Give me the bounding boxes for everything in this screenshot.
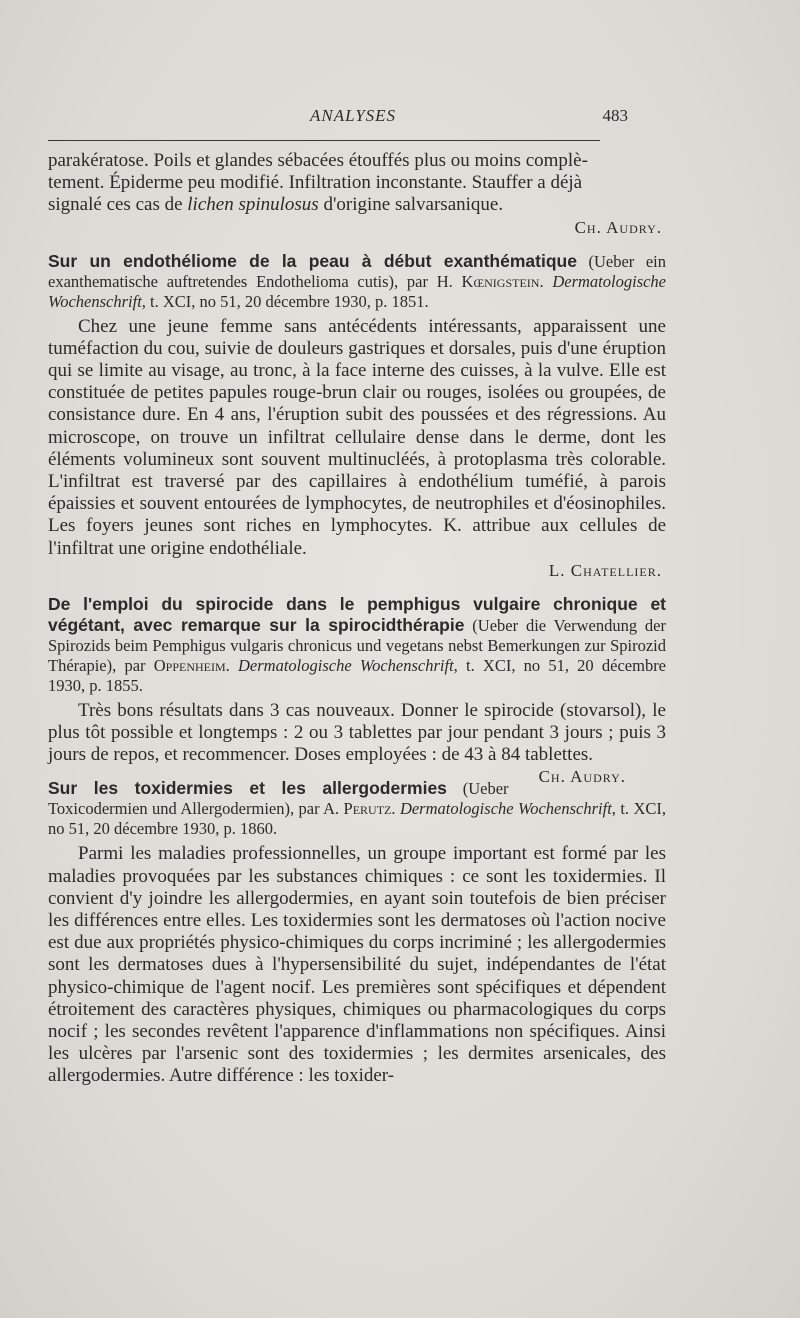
text-span: .: [391, 799, 400, 819]
text-span: , t. XCI, no 51, 20 décembre 1930, p. 1851.: [141, 291, 429, 311]
journal-name: Dermatologische Wochenschrift: [399, 799, 612, 819]
continuation-line: tement. Épiderme peu modifié. Infiltration inconstante. Stauffer a déjà: [48, 172, 583, 194]
text-span: .: [225, 655, 238, 675]
header-rule: [48, 140, 600, 141]
article-body: Parmi les maladies professionnelles, un groupe important est formé par les maladies provoquées par les substances chimiques : ce sont les toxidermies. Il convient d'y joindre les allergodermies, en ayant soin toutefois de bien préciser les différences entre elles. Les toxidermies sont les dermatoses où l'action nocive est due aux propriétés physico-chimiques du corps incriminé ; les allergodermies sont les dermatoses dues à l'hypersensibilité du sujet, indépendantes de l'état physico-chimique de l'agent nocif. Les premières sont spécifiques et dépendent étroitement des caractères physiques, chimiques ou pharmacologiques du corps nocif ; les secondes revêtent l'apparence d'inflammations non spécifiques. Ainsi les ulcères par l'arsenic sont des toxidermies ; les dermites arsenicales, des allergodermies. Autre différence : les toxider-: [48, 843, 666, 1087]
article-heading: [48, 594, 666, 696]
text-span: (Ueber ein exanthematische auftretendes Endothelioma cutis), par H.: [48, 251, 666, 291]
article-toxidermies: [48, 778, 666, 1087]
text-span: (Ueber die Verwendung der Spirozids beim Pemphigus vulgaris chronicus und vegetans nebst Bemerkungen zur Spirozid Thérapie), par: [48, 615, 666, 675]
text-column: [48, 150, 666, 1088]
signature: Ch. Audry.: [538, 767, 626, 787]
continuation-line: [48, 194, 666, 216]
article-spirocide: [48, 593, 667, 787]
signature: L. Chatellier.: [548, 560, 662, 580]
journal-name: Dermatologische Wochenschrift: [238, 655, 454, 675]
page-number: 483: [602, 106, 628, 125]
text-span: d'origine salvarsanique.: [318, 194, 504, 216]
author-name: Oppenheim: [153, 655, 226, 675]
text-span: .: [539, 271, 553, 291]
running-title: ANALYSES: [309, 106, 397, 125]
text-span: , t. XCI, no 51, 20 décembre 1930, p. 1855.: [48, 655, 667, 695]
article-title: De l'emploi du spirocide dans le pemphigus vulgaire chronique et végétant, avec remarque sur la spirocidthérapie: [48, 593, 666, 635]
text-span: (Ueber Toxicodermien und Allergodermien), par A.: [48, 779, 509, 819]
italic-term: lichen spinulosus: [187, 194, 319, 216]
author-name: Perutz: [343, 799, 392, 819]
article-title: Sur les toxidermies et les allergodermies: [48, 778, 447, 799]
journal-name: Dermatologische Wochenschrift: [48, 271, 667, 311]
section-continuation: [48, 150, 666, 239]
body-text: Très bons résultats dans 3 cas nouveaux. Donner le spirocide (stovarsol), le plus tôt possible et longtemps : 2 ou 3 tablettes par jour pendant 3 jours ; puis 3 jours de repos, et recommencer. Doses employées : de 43 à 84 tablettes.: [48, 699, 666, 766]
signature: Ch. Audry.: [574, 217, 662, 237]
text-span: signalé ces cas de: [48, 194, 188, 216]
continuation-line: parakératose. Poils et glandes sébacées étouffés plus ou moins complè-: [48, 150, 588, 171]
article-body: [48, 699, 666, 787]
author-name: Kœnigstein: [461, 271, 540, 291]
page-header: [48, 104, 658, 130]
article-endotheliome: [48, 251, 666, 582]
article-body: Chez une jeune femme sans antécédents intéressants, apparaissent une tuméfaction du cou, suivie de douleurs gastriques et dorsales, puis d'une éruption qui se limite au visage, au tronc, à la face interne des cuisses, à la vulve. Elle est constituée de petites papules rouge-brun clair ou rouges, isolées ou groupées, de consistance dure. En 4 ans, l'éruption subit des poussées et des régressions. Au microscope, on trouve un infiltrat cellulaire dense dans le derme, dont les éléments volumineux sont souvent multinucléés, à protoplasma très colorable. L'infiltrat est traversé par des capillaires à endothélium tuméfié, à parois épaissies et souvent entourées de lymphocytes, de neutrophiles et d'éosinophiles. Les foyers jeunes sont riches en lymphocytes. K. attribue aux cellules de l'infiltrat une origine endothéliale.: [48, 315, 666, 559]
article-title: Sur un endothéliome de la peau à début exanthématique: [48, 250, 577, 271]
text-span: , t. XCI, no 51, 20 décembre 1930, p. 1860.: [48, 799, 667, 839]
article-heading: [48, 251, 666, 312]
